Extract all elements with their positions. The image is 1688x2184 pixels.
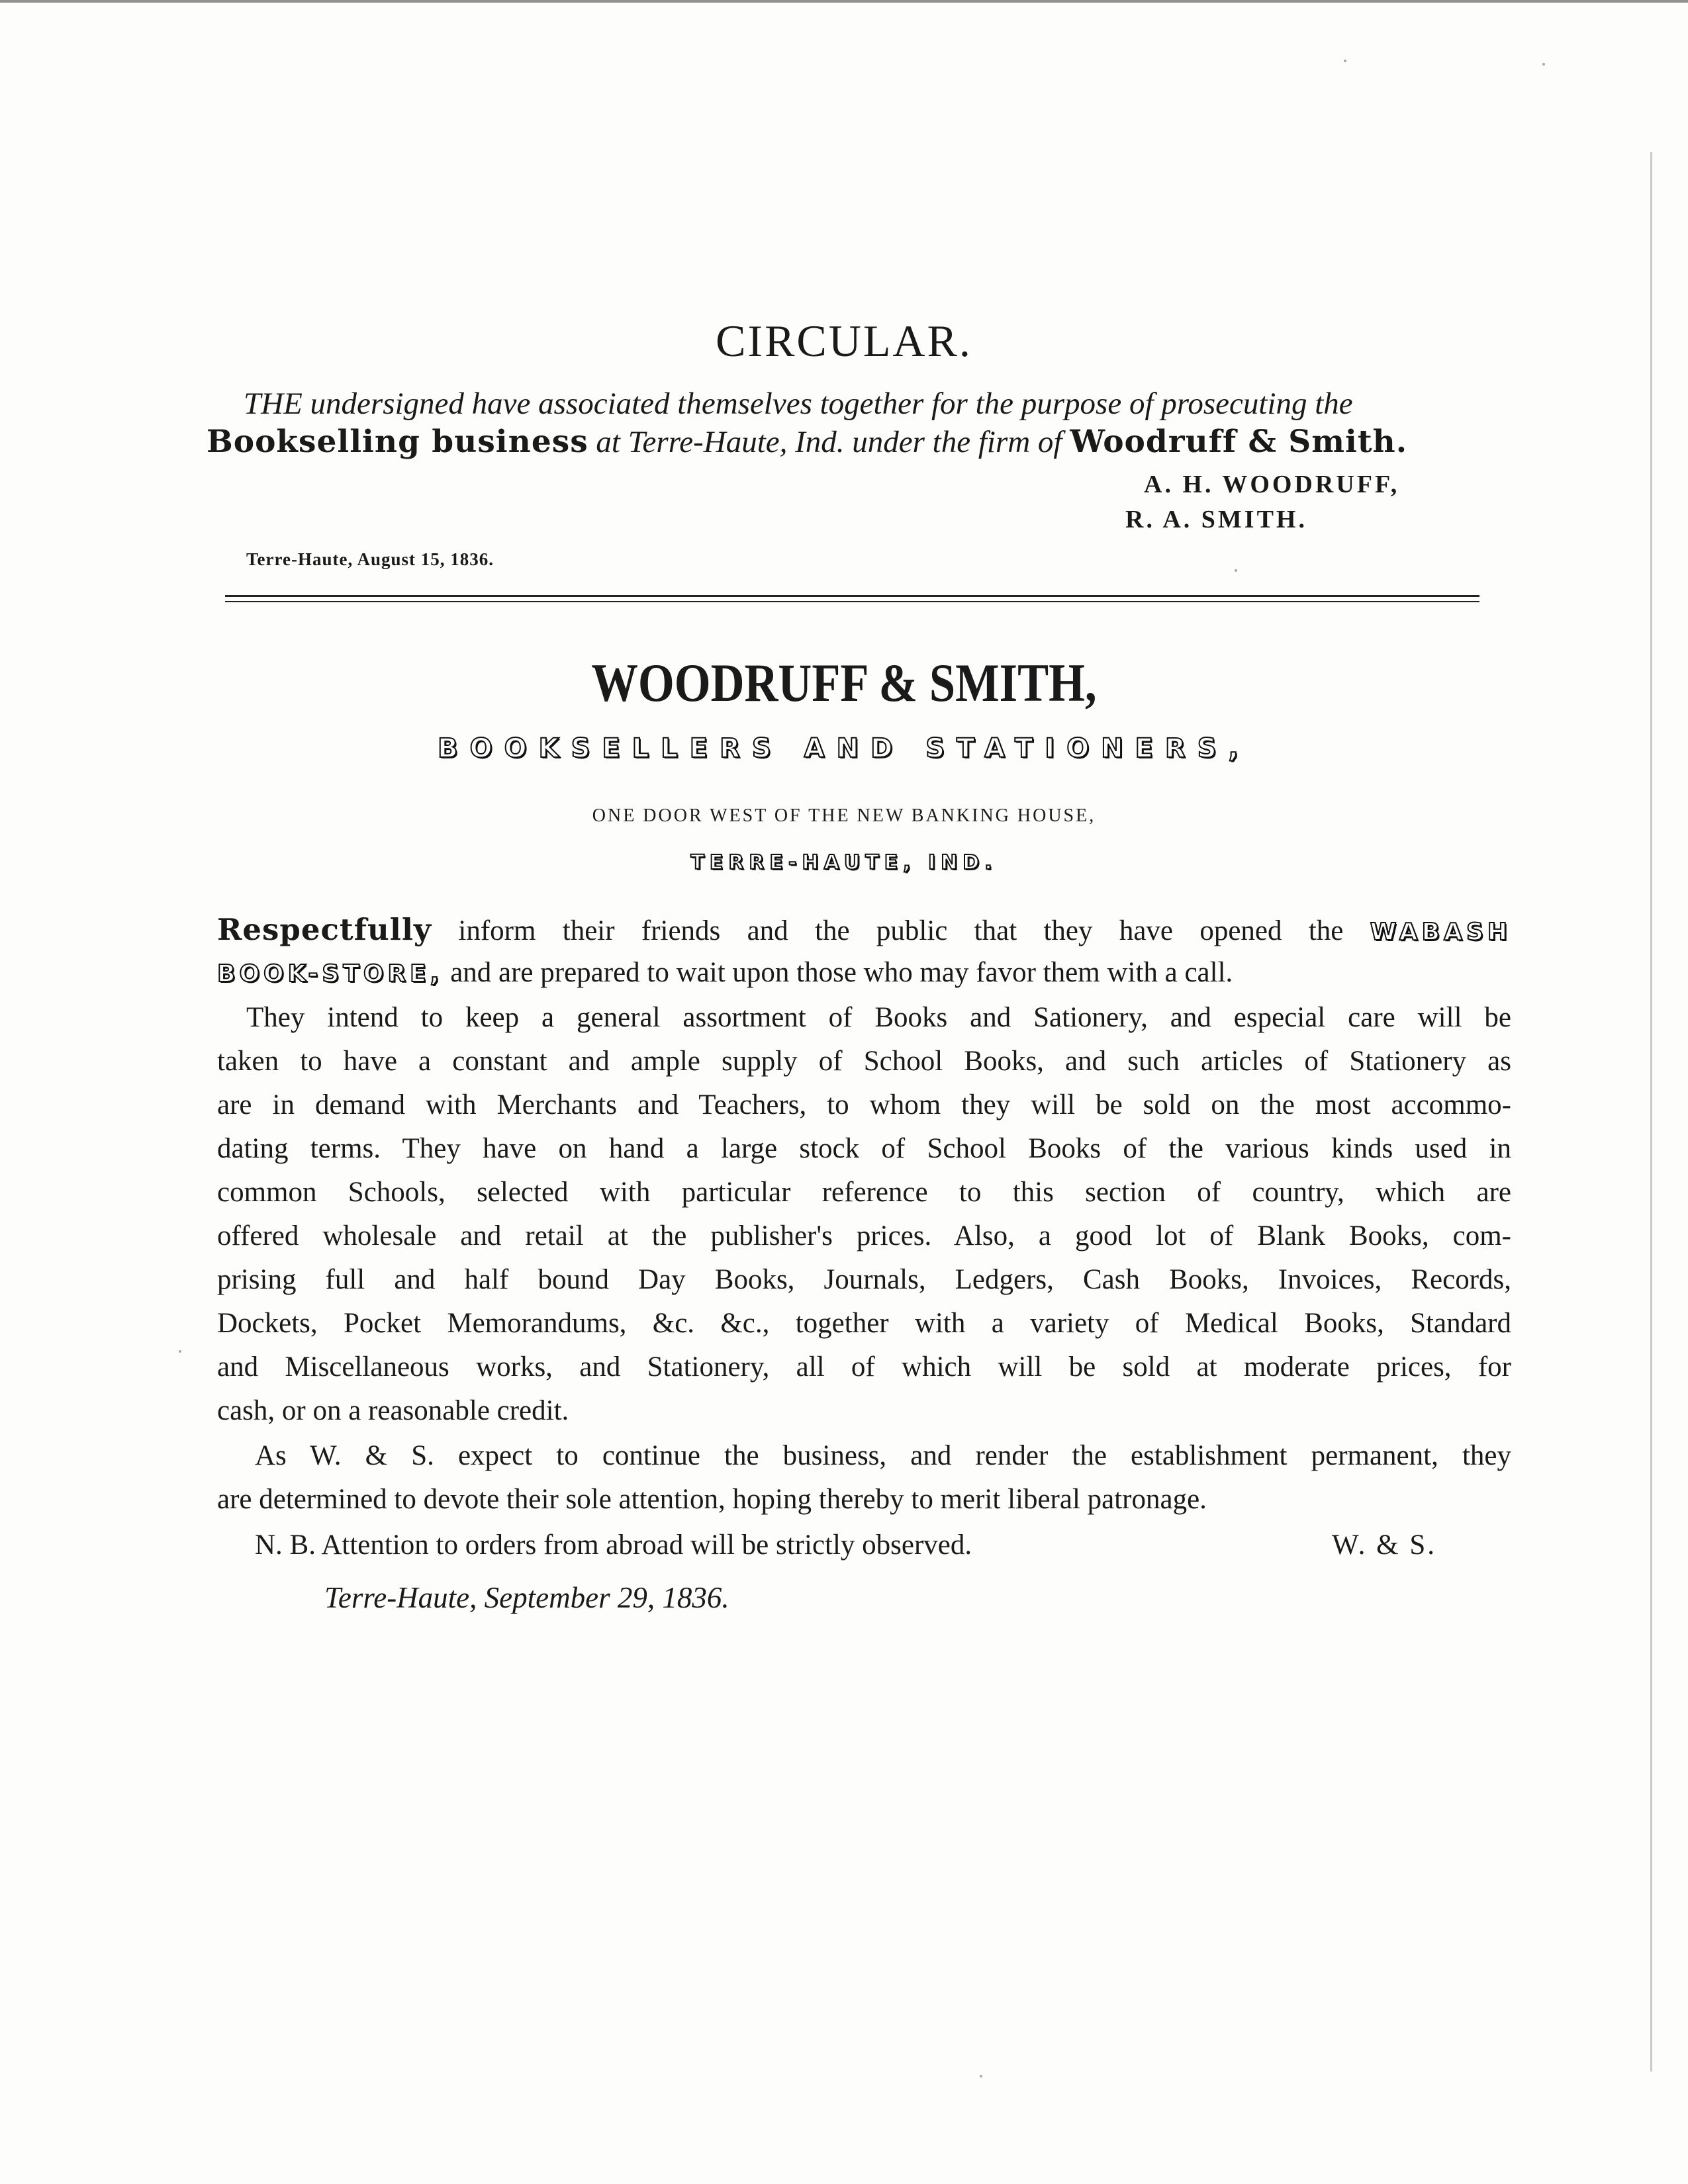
double-rule-bottom [225, 601, 1479, 602]
circular-line-2 [207, 424, 1407, 460]
body-line: and Miscellaneous works, and Stationery, all of which will be sold at moderate prices, for [217, 1351, 1511, 1383]
body-line: cash, or on a reasonable credit. [217, 1395, 569, 1426]
city-heading: TERRE-HAUTE, IND. [690, 851, 998, 874]
store-name-bookstore: BOOK-STORE, [217, 960, 444, 987]
body-line: are in demand with Merchants and Teachers, to whom they will be sold on the most accommo- [217, 1089, 1511, 1120]
body-line: prising full and half bound Day Books, Journals, Ledgers, Cash Books, Invoices, Records, [217, 1264, 1511, 1295]
circular-date: Terre-Haute, August 15, 1836. [246, 549, 494, 569]
firm-name-heading: WOODRUFF & SMITH, [591, 653, 1097, 713]
trade-heading: BOOKSELLERS AND STATIONERS, [438, 733, 1250, 764]
blackletter-bookselling: Bookselling business [207, 424, 588, 460]
circular-line-2-text: at Terre-Haute, Ind. under the firm of [588, 425, 1070, 459]
body-line: offered wholesale and retail at the publisher's prices. Also, a good lot of Blank Books, com- [217, 1220, 1511, 1251]
store-name-wabash: WABASH [1370, 919, 1511, 946]
scan-right-edge [1650, 152, 1652, 2071]
scan-speck [179, 1350, 181, 1353]
circular-title: CIRCULAR. [716, 316, 972, 366]
circular-line-1: THE undersigned have associated themselves together for the purpose of prosecuting the [244, 387, 1353, 421]
blackletter-respectfully: Respectfully [217, 912, 432, 947]
paragraph-1-line-1 [217, 912, 1511, 947]
scan-speck [1235, 569, 1237, 572]
body-line: dating terms. They have on hand a large stock of School Books of the various kinds used in [217, 1133, 1511, 1164]
initials: W. & S. [1332, 1529, 1436, 1561]
body-line: taken to have a constant and ample supply of School Books, and such articles of Stationery as [217, 1046, 1511, 1077]
paragraph-1-line-2 [217, 956, 1511, 989]
paragraph-text: inform their friends and the public that they have opened the [432, 915, 1370, 946]
advert-date: Terre-Haute, September 29, 1836. [324, 1581, 729, 1614]
paragraph-text: and are prepared to wait upon those who may favor them with a call. [443, 957, 1233, 988]
scan-speck [980, 2075, 982, 2077]
body-line: As W. & S. expect to continue the business, and render the establishment permanent, they [255, 1440, 1511, 1471]
scan-speck [1344, 60, 1346, 62]
scan-speck [1542, 63, 1545, 66]
double-rule-top [225, 595, 1479, 597]
body-line: Dockets, Pocket Memorandums, &c. &c., together with a variety of Medical Books, Standard [217, 1308, 1511, 1339]
signature-smith: R. A. SMITH. [1125, 506, 1307, 533]
address-line: ONE DOOR WEST OF THE NEW BANKING HOUSE, [592, 805, 1096, 826]
signature-woodruff: A. H. WOODRUFF, [1144, 471, 1400, 498]
blackletter-firm-name: Woodruff & Smith. [1070, 424, 1408, 460]
body-line: They intend to keep a general assortment of Books and Sationery, and especial care will be [246, 1002, 1511, 1033]
scan-top-edge [0, 0, 1688, 3]
body-line: common Schools, selected with particular reference to this section of country, which are [217, 1177, 1511, 1208]
nota-bene: N. B. Attention to orders from abroad will be strictly observed. [255, 1529, 972, 1561]
body-line: are determined to devote their sole attention, hoping thereby to merit liberal patronage. [217, 1484, 1207, 1515]
